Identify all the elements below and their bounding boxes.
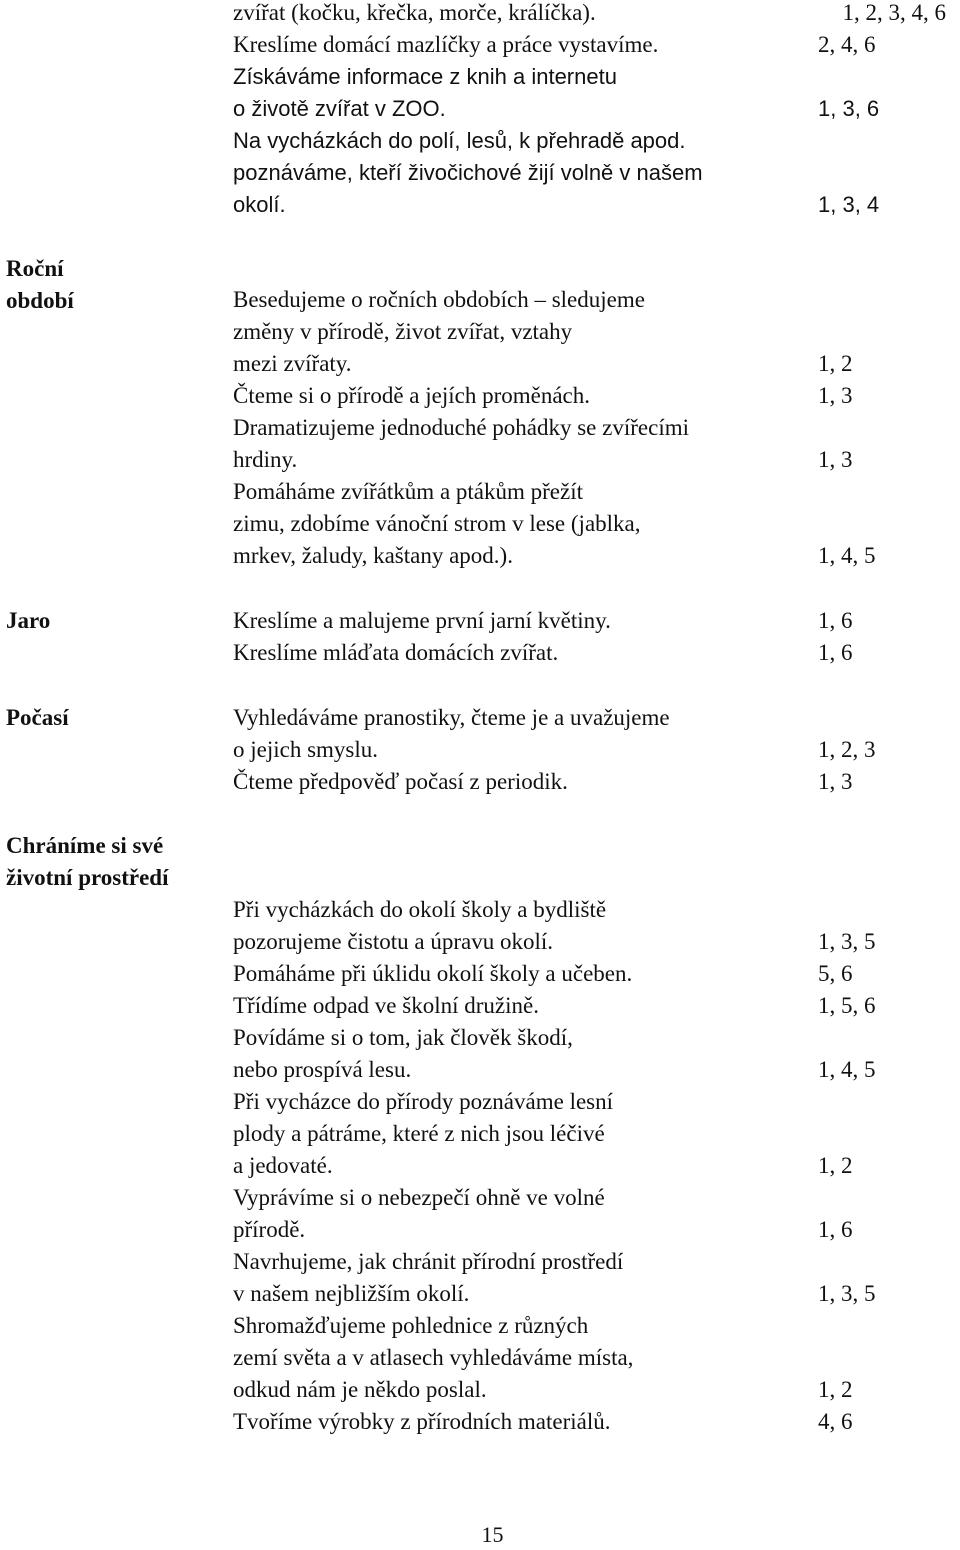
activity-text: mrkev, žaludy, kaštany apod.). bbox=[233, 543, 513, 568]
table-row bbox=[0, 734, 960, 766]
table-row bbox=[0, 1310, 960, 1342]
section-heading-chranime: Chráníme si své bbox=[6, 833, 164, 858]
competency-refs: 1, 6 bbox=[818, 640, 853, 665]
activity-text: Vyhledáváme pranostiky, čteme je a uvažujeme bbox=[233, 705, 670, 730]
table-row bbox=[0, 926, 960, 958]
activity-text: v našem nejbližším okolí. bbox=[233, 1281, 470, 1306]
table-row bbox=[0, 508, 960, 540]
activity-text: zimu, zdobíme vánoční strom v lese (jablka, bbox=[233, 511, 641, 536]
competency-refs: 1, 3 bbox=[818, 447, 853, 472]
table-row bbox=[0, 605, 960, 637]
table-row bbox=[0, 1246, 960, 1278]
competency-refs: 1, 2 bbox=[818, 1377, 853, 1402]
competency-refs: 1, 2, 3 bbox=[818, 737, 876, 762]
activity-text: poznáváme, kteří živočichové žijí volně v našem bbox=[233, 160, 703, 185]
activity-text: Kreslíme a malujeme první jarní květiny. bbox=[233, 608, 611, 633]
table-row bbox=[0, 284, 960, 316]
competency-refs: 1, 3, 6 bbox=[818, 96, 880, 121]
competency-refs: 1, 3, 5 bbox=[818, 1281, 876, 1306]
table-row bbox=[0, 29, 960, 61]
table-row bbox=[0, 0, 960, 29]
activity-text: Kreslíme mláďata domácích zvířat. bbox=[233, 640, 559, 665]
activity-text: Čteme předpověď počasí z periodik. bbox=[233, 769, 568, 794]
competency-refs: 5, 6 bbox=[818, 961, 853, 986]
table-row bbox=[0, 348, 960, 380]
section-heading-jaro: Jaro bbox=[6, 608, 51, 633]
activity-text: Besedujeme o ročních obdobích – sledujeme bbox=[233, 287, 645, 312]
table-row bbox=[0, 1054, 960, 1086]
activity-text: Při vycházkách do okolí školy a bydliště bbox=[233, 897, 607, 922]
table-row bbox=[0, 894, 960, 926]
section-heading-pocasi: Počasí bbox=[6, 705, 69, 730]
competency-refs: 1, 2, 3, 4, 6 bbox=[842, 0, 946, 25]
activity-text: plody a pátráme, které z nich jsou léčivé bbox=[233, 1121, 605, 1146]
table-row bbox=[0, 637, 960, 669]
table-row bbox=[0, 1022, 960, 1054]
activity-text: Tvoříme výrobky z přírodních materiálů. bbox=[233, 1409, 611, 1434]
table-row bbox=[0, 476, 960, 508]
section-heading-chranime-line-2: životní prostředí bbox=[6, 865, 169, 890]
table-row bbox=[0, 702, 960, 734]
table-row bbox=[0, 1118, 960, 1150]
table-row bbox=[0, 61, 960, 93]
activity-text: o životě zvířat v ZOO. bbox=[233, 96, 446, 121]
activity-text: a jedovaté. bbox=[233, 1153, 333, 1178]
competency-refs: 1, 4, 5 bbox=[818, 1057, 876, 1082]
section-heading-rocni-obdobi-line-2: období bbox=[6, 288, 74, 313]
table-row bbox=[0, 125, 960, 157]
table-row bbox=[0, 766, 960, 798]
activity-text: Na vycházkách do polí, lesů, k přehradě apod. bbox=[233, 128, 686, 153]
activity-text: Čteme si o přírodě a jejích proměnách. bbox=[233, 383, 591, 408]
activity-text: změny v přírodě, život zvířat, vztahy bbox=[233, 319, 573, 344]
activity-text: Pomáháme při úklidu okolí školy a učeben. bbox=[233, 961, 633, 986]
competency-refs: 2, 4, 6 bbox=[818, 32, 876, 57]
table-row bbox=[0, 93, 960, 125]
activity-text: Navrhujeme, jak chránit přírodní prostředí bbox=[233, 1249, 624, 1274]
table-row bbox=[0, 958, 960, 990]
activity-text: mezi zvířaty. bbox=[233, 351, 352, 376]
table-row bbox=[0, 1086, 960, 1118]
section-heading-rocni-obdobi: Roční bbox=[6, 256, 64, 281]
activity-text: odkud nám je někdo poslal. bbox=[233, 1377, 487, 1402]
competency-refs: 1, 3, 5 bbox=[818, 929, 876, 954]
table-row bbox=[0, 540, 960, 572]
table-row bbox=[0, 157, 960, 189]
activity-text: zvířat (kočku, křečka, morče, králíčka). bbox=[233, 0, 596, 25]
activity-text: zemí světa a v atlasech vyhledáváme místa, bbox=[233, 1345, 634, 1370]
activity-text: Třídíme odpad ve školní družině. bbox=[233, 993, 539, 1018]
table-row bbox=[0, 1374, 960, 1406]
competency-refs: 1, 3 bbox=[818, 383, 853, 408]
table-row bbox=[0, 1406, 960, 1438]
table-row bbox=[0, 1182, 960, 1214]
table-row bbox=[0, 444, 960, 476]
activity-text: Pomáháme zvířátkům a ptákům přežít bbox=[233, 479, 583, 504]
activity-text: Kreslíme domácí mazlíčky a práce vystavíme. bbox=[233, 32, 659, 57]
activity-text: Při vycházce do přírody poznáváme lesní bbox=[233, 1089, 614, 1114]
table-row bbox=[0, 380, 960, 412]
activity-text: hrdiny. bbox=[233, 447, 298, 472]
table-row bbox=[0, 1342, 960, 1374]
competency-refs: 1, 3, 4 bbox=[818, 192, 880, 217]
page-number: 15 bbox=[481, 1522, 504, 1547]
competency-refs: 1, 6 bbox=[818, 608, 853, 633]
table-row bbox=[0, 1278, 960, 1310]
table-row bbox=[0, 412, 960, 444]
activity-text: Dramatizujeme jednoduché pohádky se zvířecími bbox=[233, 415, 689, 440]
table-row bbox=[0, 316, 960, 348]
competency-refs: 1, 4, 5 bbox=[818, 543, 876, 568]
activity-text: Shromažďujeme pohlednice z různých bbox=[233, 1313, 589, 1338]
activity-text: Získáváme informace z knih a internetu bbox=[233, 64, 617, 89]
competency-refs: 1, 3 bbox=[818, 769, 853, 794]
activity-text: pozorujeme čistotu a úpravu okolí. bbox=[233, 929, 554, 954]
activity-text: Povídáme si o tom, jak člověk škodí, bbox=[233, 1025, 573, 1050]
activity-text: nebo prospívá lesu. bbox=[233, 1057, 412, 1082]
activity-text: Vyprávíme si o nebezpečí ohně ve volné bbox=[233, 1185, 605, 1210]
table-row bbox=[0, 1150, 960, 1182]
competency-refs: 1, 6 bbox=[818, 1217, 853, 1242]
activity-text: o jejich smyslu. bbox=[233, 737, 379, 762]
activity-text: okolí. bbox=[233, 192, 286, 217]
activity-text: přírodě. bbox=[233, 1217, 306, 1242]
competency-refs: 1, 2 bbox=[818, 1153, 853, 1178]
table-row bbox=[0, 1214, 960, 1246]
competency-refs: 1, 5, 6 bbox=[818, 993, 876, 1018]
competency-refs: 1, 2 bbox=[818, 351, 853, 376]
competency-refs: 4, 6 bbox=[818, 1409, 853, 1434]
table-row bbox=[0, 990, 960, 1022]
table-row bbox=[0, 189, 960, 221]
